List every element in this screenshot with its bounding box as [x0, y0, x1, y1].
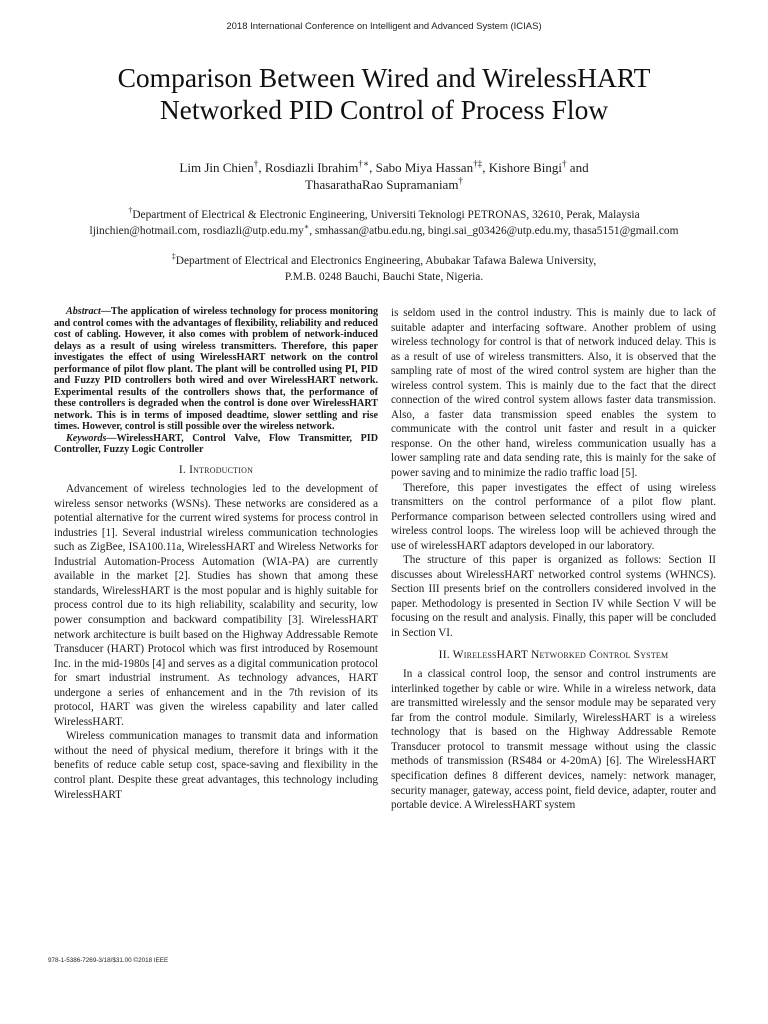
abstract — [54, 306, 378, 433]
abstract-label: Abstract — [66, 306, 101, 317]
abstract-text: —The application of wireless technology for process monitoring and control comes with the advantages of flexibility, reliability and reduced cost of cabling. However, it also comes with problem of network-induced delays as a result of using wireless transmitters. Therefore, this paper investigates the effect of using WirelessHART network on the control performance of pilot flow plant. The plant will be controlled using PI, PID and Fuzzy PID controllers both wired and over WirelessHART network. Experimental results of the controllers shows that, the performance of these controllers is degraded when the control is done over WirelessHART network. This is in terms of imposed deadtime, slower settling and rise times. However, control is still possible over the wireless network. — [54, 306, 378, 432]
left-column — [54, 306, 378, 802]
paragraph-continued: is seldom used in the control industry. This is mainly due to lack of suitable adapter and interfacing software. Another problem of using wireless technology for control is that of network induced delay. This is as a result of use of wireless transmitters. Also, it is observed that the sampling rate of most of the wired control system are higher than the wireless control system. This is mainly due to the fact that the direct connection of the wired control system allows faster data transmission. Also, a faster data transmission speed enables the system to communicate with the control unit faster and result in a quicker response. On the other hand, wireless communication usually has a lower sampling rate and data sending rate, this is mainly for the sake of power saving and to minimize the radio traffic load [5]. — [391, 307, 716, 480]
section-heading-introduction: I. Introduction — [178, 463, 254, 476]
author-line-1 — [60, 159, 708, 176]
paragraph: Wireless communication manages to transmit data and information without the need of physical medium, therefore it brings with it the benefits of reduce cable setup cost, space-saving and flexibility in the control plant. Despite these great advantages, this technology including WirelessHART — [54, 730, 378, 801]
paragraph: Therefore, this paper investigates the effect of using wireless transmitters on the control performance of a pilot flow plant. Performance comparison between selected controllers using wired and wireless control loops. The wireless loop will be achieved through the use of wirelessHART adaptors developed in our laboratory. — [391, 481, 716, 552]
affiliation-text: Department of Electrical & Electronic Engineering, Universiti Teknologi PETRONAS, 32610, Perak, Malaysia — [132, 209, 640, 221]
affiliation-mark: † — [458, 175, 463, 186]
affiliation-text: Department of Electrical and Electronics Engineering, Abubakar Tafawa Balewa University, — [175, 255, 597, 267]
paragraph: The structure of this paper is organized as follows: Section II discusses about WirelessHART networked control systems (WHNCS). Section III presents brief on the controllers considered involved in the paper. Methodology is presented in Section IV while Section V will be focusing on the result and analysis. Finally, this paper will be concluded in Section VI. — [391, 554, 716, 640]
paragraph: In a classical control loop, the sensor and control instruments are interlinked together by cable or wire. While in a wireless network, data are transmitted wirelessly and the sensor module may be separated very far from the control module. Similarly, WirelessHART is a wireless technology that is based on the Highway Addressable Remote Transducer protocol to transmit message without using the classic methods of transmission (RS484 or 4-20mA) [6]. The WirelessHART specification defines 8 different devices, namely: network manager, security manager, gateway, access point, field device, adapter, router and portable device. A WirelessHART system — [391, 668, 716, 812]
affiliation-block-2 — [20, 253, 748, 285]
author-line-2 — [60, 176, 708, 193]
right-column — [391, 306, 716, 813]
affiliation-block-1 — [20, 207, 748, 239]
author-list — [60, 159, 708, 193]
keywords-label: Keywords — [66, 432, 107, 444]
author-name: ThasarathaRao Supramaniam — [305, 177, 459, 192]
paragraph: Advancement of wireless technologies led to the development of wireless sensor networks (WSNs). These networks are considered as a potential alternative for the current wired systems for process control in industries [1]. Several industrial wireless communication technologies such as ZigBee, ISA100.11a, WirelessHART and Wireless Networks for Industrial Automation-Process Automation (WIA-PA) are currently available in the market [2]. Studies has shown that among these standards, WirelessHART is the most popular and is highly suitable for process control due to its high reliability, scalability and security, low power consumption and backward compatibility [3]. WirelessHART network architecture is built based on the Highway Addressable Remote Transducer (HART) Protocol which was first introduced by Rosemount Inc. in the mid-1980s [4] and serves as a digital communication protocol for smart industrial instrument. As technology advances, HART undergone a series of enhancement and in the 7th revision of its protocol, HART was given the wireless capability and later called WirelessHART. — [54, 483, 378, 728]
affiliation-mark: †∗ — [358, 158, 370, 169]
email-line — [20, 223, 748, 239]
copyright-footer: 978-1-5386-7269-3/18/$31.00 ©2018 IEEE — [48, 957, 169, 964]
paper-title-line-2: Networked PID Control of Process Flow — [159, 94, 609, 125]
author-name: , Sabo Miya Hassan — [369, 160, 474, 175]
affiliation-mark: ‡ — [171, 252, 176, 262]
email-text: , smhassan@atbu.edu.ng, bingi.sai_g03426@utp.edu.my, thasa5151@gmail.com — [309, 225, 679, 237]
author-name: , Kishore Bingi — [482, 160, 562, 175]
author-conjunction: and — [566, 160, 589, 175]
affiliation-mark: † — [253, 158, 259, 169]
corresponding-mark: ∗ — [303, 222, 310, 232]
keywords-text: —WirelessHART, Control Valve, Flow Transmitter, PID Controller, Fuzzy Logic Controller — [54, 432, 378, 455]
affiliation-line — [20, 207, 748, 223]
conference-header: 2018 International Conference on Intelligent and Advanced System (ICIAS) — [226, 21, 542, 32]
email-text: ljinchien@hotmail.com, rosdiazli@utp.edu.my — [89, 225, 304, 237]
paper-title-line-1: Comparison Between Wired and WirelessHART — [117, 62, 651, 93]
affiliation-line — [20, 253, 748, 269]
author-name: Lim Jin Chien — [179, 160, 254, 175]
paper-title — [40, 62, 728, 126]
section-heading-wirelesshart: II. WirelessHART Networked Control System — [438, 648, 669, 661]
affiliation-mark: † — [128, 206, 133, 216]
affiliation-address: P.M.B. 0248 Bauchi, Bauchi State, Nigeria. — [284, 271, 484, 283]
affiliation-mark: †‡ — [473, 158, 483, 169]
author-name: , Rosdiazli Ibrahim — [258, 160, 359, 175]
keywords — [54, 433, 378, 456]
affiliation-mark: † — [562, 158, 567, 169]
